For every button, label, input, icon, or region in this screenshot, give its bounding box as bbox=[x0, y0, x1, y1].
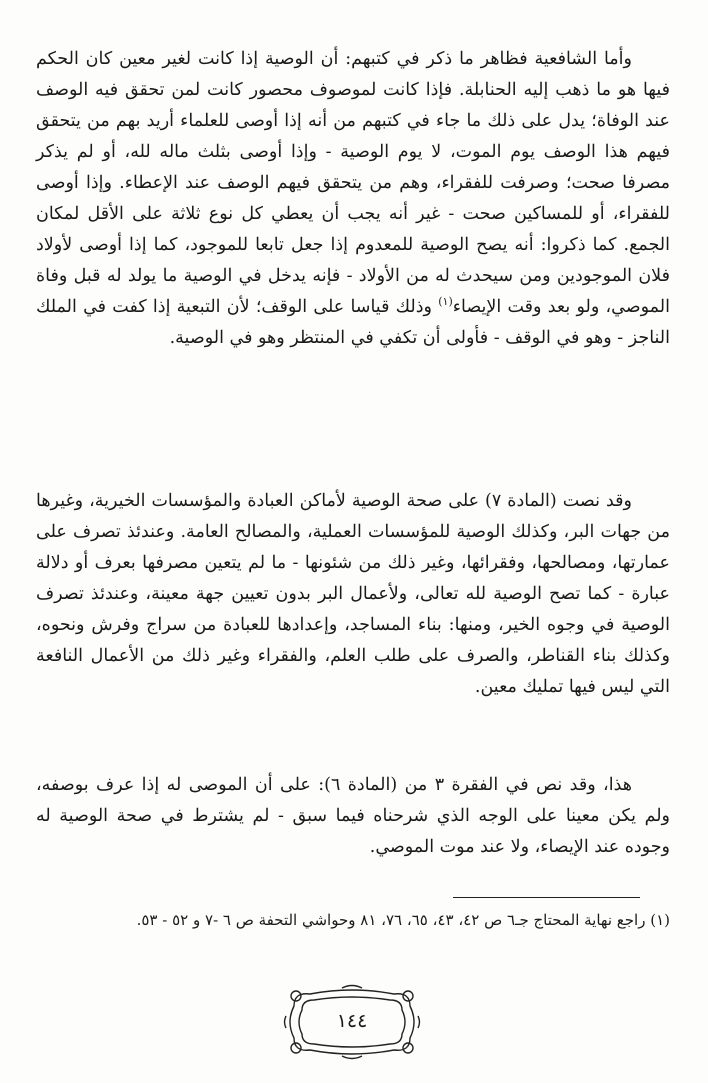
paragraph-shafii bbox=[36, 44, 670, 354]
page-number-ornament bbox=[282, 982, 422, 1062]
paragraph-article-7 bbox=[36, 486, 670, 703]
paragraph-text: وقد نصت (المادة ٧) على صحة الوصية لأماكن العبادة والمؤسسات الخيرية، وغيرها من جهات البر، وكذلك الوصية للمؤسسات العملية، والمصالح العامة. وعندئذ تصرف على عمارتها، ومصالحها، وفقرائها، وغير ذلك من شئونها - ما لم يتعين مصرفها بعرف أو دلالة عبارة - كما تصح الوصية لله تعالى، ولأعمال البر بدون تعيين جهة معينة، وعندئذ تصرف الوصية في وجوه الخير، ومنها: بناء المساجد، وإعدادها للعبادة من سراج وفرش ونحوه، وكذلك بناء القناطر، والصرف على طلب العلم، والفقراء وغير ذلك من الأعمال النافعة التي ليس فيها تمليك معين. bbox=[36, 491, 670, 697]
paragraph-article-6 bbox=[36, 770, 670, 863]
page-number: ١٤٤ bbox=[336, 1010, 368, 1032]
footnote-reference: (١) bbox=[438, 295, 453, 309]
paragraph-text: هذا، وقد نص في الفقرة ٣ من (المادة ٦): على أن الموصى له إذا عرف بوصفه، ولم يكن معينا على الوجه الذي شرحناه فيما سبق - لم يشترط في صحة الوصية له وجوده عند الإيصاء، ولا عند موت الموصي. bbox=[36, 775, 670, 857]
paragraph-text: وأما الشافعية فظاهر ما ذكر في كتبهم: أن الوصية إذا كانت لغير معين كان الحكم فيها هو ما ذهب إليه الحنابلة. فإذا كانت لموصوف محصور كانت لمن تحقق فيه الوصف عند الوفاة؛ يدل على ذلك ما جاء في كتبهم من أنه إذا أوصى للعلماء أريد بهم من يتحقق فيهم هذا الوصف يوم الموت، لا يوم الوصية - وإذا أوصى بثلث ماله لله، أو لم يذكر مصرفا صحت؛ وصرفت للفقراء، وهم من يتحقق فيهم الوصف عند الإعطاء. وإذا أوصى للفقراء، أو للمساكين صحت - غير أنه يجب أن يعطي كل نوع ثلاثة على الأقل لمكان الجمع. كما ذكروا: أنه يصح الوصية للمعدوم إذا جعل تابعا للموجود، كما إذا أوصى لأولاد فلان الموجودين ومن سيحدث له من الأولاد - فإنه يدخل في الوصية ما يولد له قبل وفاة الموصي، ولو بعد وقت الإيصاء bbox=[36, 49, 670, 317]
footnote: (١) راجع نهاية المحتاج جـ٦ ص ٤٢، ٤٣، ٦٥، ٧٦، ٨١ وحواشي التحفة ص ٦ -٧ و ٥٢ - ٥٣. bbox=[136, 911, 670, 929]
footnote-separator bbox=[453, 897, 640, 898]
paragraph-text-continued: وذلك قياسا على الوقف؛ لأن التبعية إذا كفت في الملك الناجز - وهو في الوقف - فأولى أن تكفي في المنتظر وهو في الوصية. bbox=[36, 297, 670, 348]
